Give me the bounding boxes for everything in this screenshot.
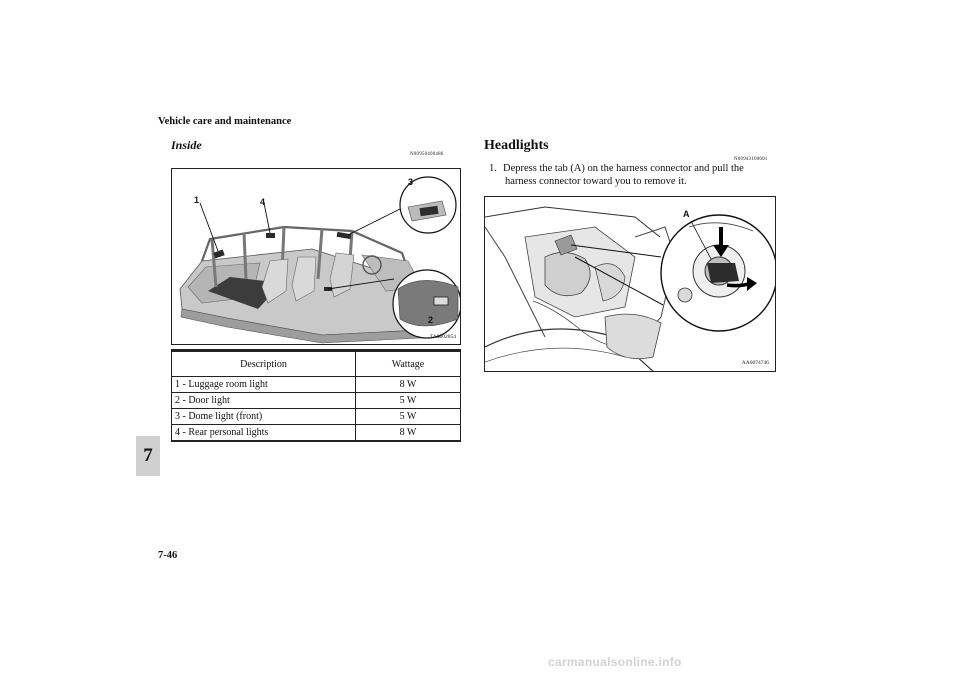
cell-wattage: 8 W (356, 425, 461, 442)
table-header-row (172, 351, 461, 377)
page-number: 7-46 (158, 550, 178, 561)
engine-bay-illustration (485, 197, 776, 372)
cell-wattage: 5 W (356, 393, 461, 409)
callout-2: 2 (428, 315, 434, 325)
headlight-connector-figure (484, 196, 776, 372)
inside-heading: Inside (171, 138, 202, 152)
interior-lights-figure (171, 168, 461, 345)
headlights-figure-code: AA0074746 (741, 360, 769, 366)
inside-reference-code: N00950400486 (410, 152, 444, 157)
callout-3: 3 (408, 177, 414, 187)
callout-1: 1 (194, 195, 200, 205)
step-text-line-1: Depress the tab (A) on the harness connector and pull the (503, 163, 744, 174)
headlights-reference-code: N00943100601 (734, 157, 768, 162)
column-header-wattage: Wattage (356, 351, 461, 377)
instruction-step (489, 163, 779, 188)
cell-description: 2 - Door light (172, 393, 356, 409)
column-header-description: Description (172, 351, 356, 377)
cell-wattage: 5 W (356, 409, 461, 425)
bulb-table-container (171, 349, 461, 442)
cell-wattage: 8 W (356, 377, 461, 393)
cell-description: 1 - Luggage room light (172, 377, 356, 393)
inside-figure-code: TA0002854 (429, 334, 456, 340)
vehicle-interior-illustration (172, 169, 461, 345)
headlights-heading: Headlights (484, 138, 549, 153)
table-row (172, 393, 461, 409)
step-number: 1. (489, 163, 497, 174)
watermark: carmanualsonline.info (548, 655, 682, 669)
table-row (172, 377, 461, 393)
table-row (172, 425, 461, 442)
bulb-wattage-table (171, 349, 461, 442)
step-text-line-2: harness connector toward you to remove it. (505, 175, 687, 187)
callout-4: 4 (260, 197, 266, 207)
running-header: Vehicle care and maintenance (158, 116, 292, 127)
callout-a: A (683, 209, 690, 219)
cell-description: 4 - Rear personal lights (172, 425, 356, 442)
table-row (172, 409, 461, 425)
chapter-tab: 7 (136, 436, 160, 476)
cell-description: 3 - Dome light (front) (172, 409, 356, 425)
